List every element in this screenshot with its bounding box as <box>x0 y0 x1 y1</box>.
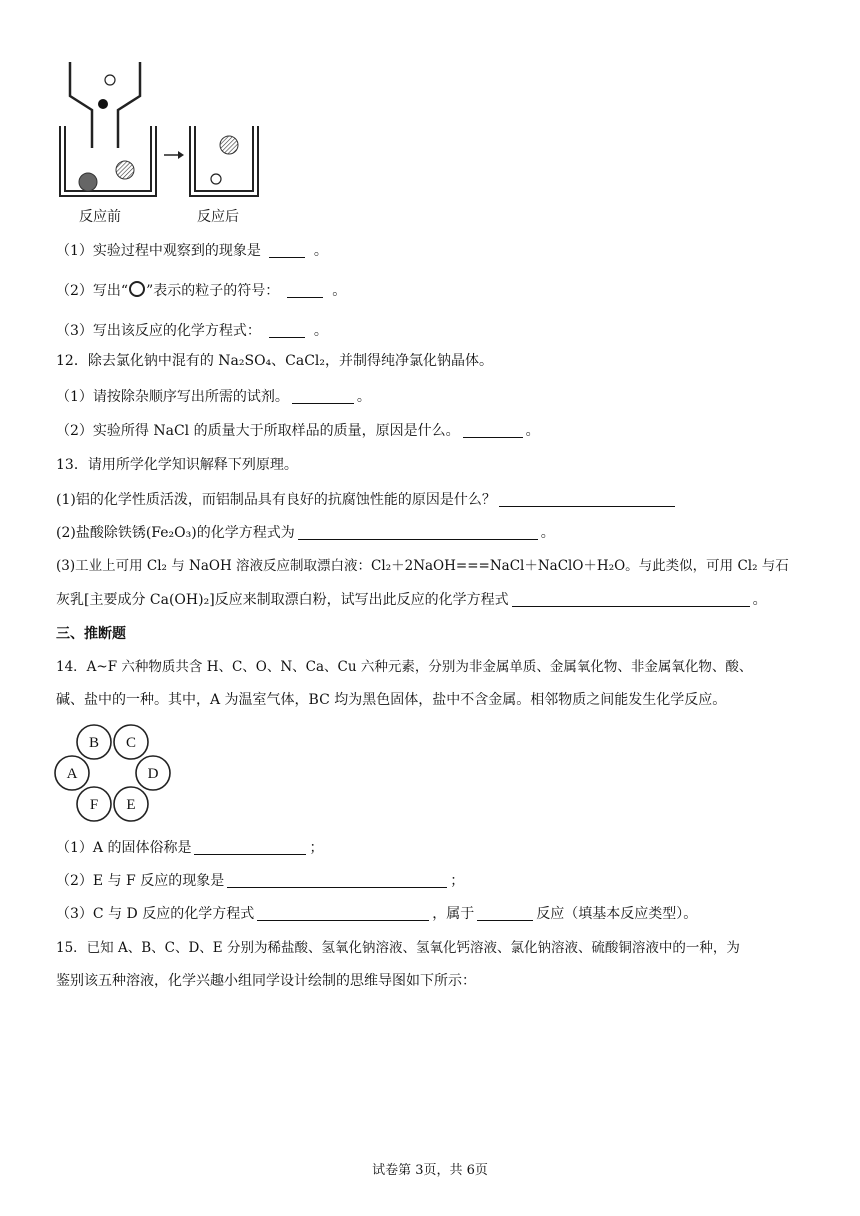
q14-part2-end: ； <box>450 873 465 889</box>
q14-part3-end: 反应（填基本反应类型）。 <box>536 906 698 922</box>
q12-part2 <box>56 421 540 441</box>
reaction-diagram <box>56 58 276 208</box>
q11-part1-end: 。 <box>313 243 328 259</box>
circle-label: B <box>88 735 100 751</box>
answer-blank[interactable] <box>227 873 447 888</box>
answer-blank[interactable] <box>194 840 306 855</box>
q11-part2-text-a: （2）写出“ <box>56 283 129 299</box>
q14-part1-text: （1）A 的固体俗称是 <box>56 840 192 856</box>
circle-label: A <box>66 766 78 782</box>
page-footer: 试卷第 3页，共 6页 <box>372 1163 488 1178</box>
answer-blank[interactable] <box>298 525 538 540</box>
circle-ring-diagram <box>52 723 182 828</box>
section-heading: 三、推断题 <box>56 626 126 642</box>
answer-blank[interactable] <box>257 906 429 921</box>
q13-title: 13．请用所学化学知识解释下列原理。 <box>56 457 298 473</box>
caption-before: 反应前 <box>79 209 121 225</box>
particle-black <box>98 99 108 109</box>
particle-hatched <box>116 161 134 179</box>
q11-part3 <box>56 321 328 341</box>
arrow-icon <box>164 151 184 159</box>
q14-line2: 碱、盐中的一种。其中，A 为温室气体，BC 均为黑色固体，盐中不含金属。相邻物质之间能发生化学反应。 <box>56 692 727 708</box>
q11-part3-end: 。 <box>313 323 328 339</box>
answer-blank[interactable] <box>269 323 305 338</box>
q12-part2-text: （2）实验所得 NaCl 的质量大于所取样品的质量，原因是什么。 <box>56 423 460 439</box>
q14-part3 <box>56 904 697 924</box>
q11-part2-text-b: ”表示的粒子的符号： <box>146 283 280 299</box>
q11-part2 <box>56 281 346 301</box>
particle-hatched <box>220 136 238 154</box>
answer-blank[interactable] <box>292 389 354 404</box>
q13-part1-text: (1)铝的化学性质活泼，而铝制品具有良好的抗腐蚀性能的原因是什么？ <box>56 492 496 508</box>
q14-part2 <box>56 871 464 891</box>
q13-part3-line2 <box>56 590 767 610</box>
q13-part3-line1: (3)工业上可用 Cl₂ 与 NaOH 溶液反应制取漂白液：Cl₂＋2NaOH===NaCl＋NaClO＋H₂O。与此类似，可用 Cl₂ 与石 <box>56 558 789 574</box>
beaker-after <box>190 126 258 196</box>
q12-part1-end: 。 <box>356 389 371 405</box>
answer-blank[interactable] <box>269 243 305 258</box>
q13-part3-text: 灰乳[主要成分 Ca(OH)₂]反应来制取漂白粉，试写出此反应的化学方程式 <box>56 592 509 608</box>
q11-part1-text: （1）实验过程中观察到的现象是 <box>56 243 261 259</box>
q12-part1-text: （1）请按除杂顺序写出所需的试剂。 <box>56 389 289 405</box>
answer-blank[interactable] <box>287 283 323 298</box>
particle-gray <box>79 173 97 191</box>
answer-blank[interactable] <box>512 592 750 607</box>
caption-after: 反应后 <box>197 209 239 225</box>
q11-part1 <box>56 241 328 261</box>
particle-hollow <box>105 75 115 85</box>
circle-label: C <box>125 735 137 751</box>
q14-part2-text: （2）E 与 F 反应的现象是 <box>56 873 225 889</box>
q13-part2 <box>56 523 555 543</box>
answer-blank[interactable] <box>463 423 523 438</box>
circle-label: E <box>126 797 136 813</box>
q12-part1 <box>56 387 371 407</box>
circle-label: D <box>147 766 159 782</box>
answer-blank[interactable] <box>499 492 675 507</box>
q13-part1 <box>56 490 678 510</box>
circle-label: F <box>89 797 99 813</box>
q11-part2-end: 。 <box>332 283 347 299</box>
q12-title: 12．除去氯化钠中混有的 Na₂SO₄、CaCl₂，并制得纯净氯化钠晶体。 <box>56 353 494 369</box>
particle-hollow <box>211 174 221 184</box>
q14-part1 <box>56 838 323 858</box>
hollow-circle-icon <box>129 281 145 297</box>
q12-part2-end: 。 <box>525 423 540 439</box>
q15-line2: 鉴别该五种溶液，化学兴趣小组同学设计绘制的思维导图如下所示： <box>56 973 476 989</box>
beaker-before <box>60 126 156 196</box>
q15-line1: 15．已知 A、B、C、D、E 分别为稀盐酸、氢氧化钠溶液、氢氧化钙溶液、氯化钠溶液、硫酸铜溶液中的一种，为 <box>56 940 740 956</box>
q13-part2-end: 。 <box>540 525 555 541</box>
q14-part3-text: （3）C 与 D 反应的化学方程式 <box>56 906 255 922</box>
q13-part3-end: 。 <box>752 592 767 608</box>
q14-part1-end: ； <box>309 840 324 856</box>
q11-part3-text: （3）写出该反应的化学方程式： <box>56 323 261 339</box>
answer-blank[interactable] <box>477 906 533 921</box>
q13-part2-text: (2)盐酸除铁锈(Fe₂O₃)的化学方程式为 <box>56 525 295 541</box>
q14-line1: 14．A~F 六种物质共含 H、C、O、N、Ca、Cu 六种元素，分别为非金属单质、金属氧化物、非金属氧化物、酸、 <box>56 659 753 675</box>
q14-part3-mid: ，属于 <box>432 906 475 922</box>
